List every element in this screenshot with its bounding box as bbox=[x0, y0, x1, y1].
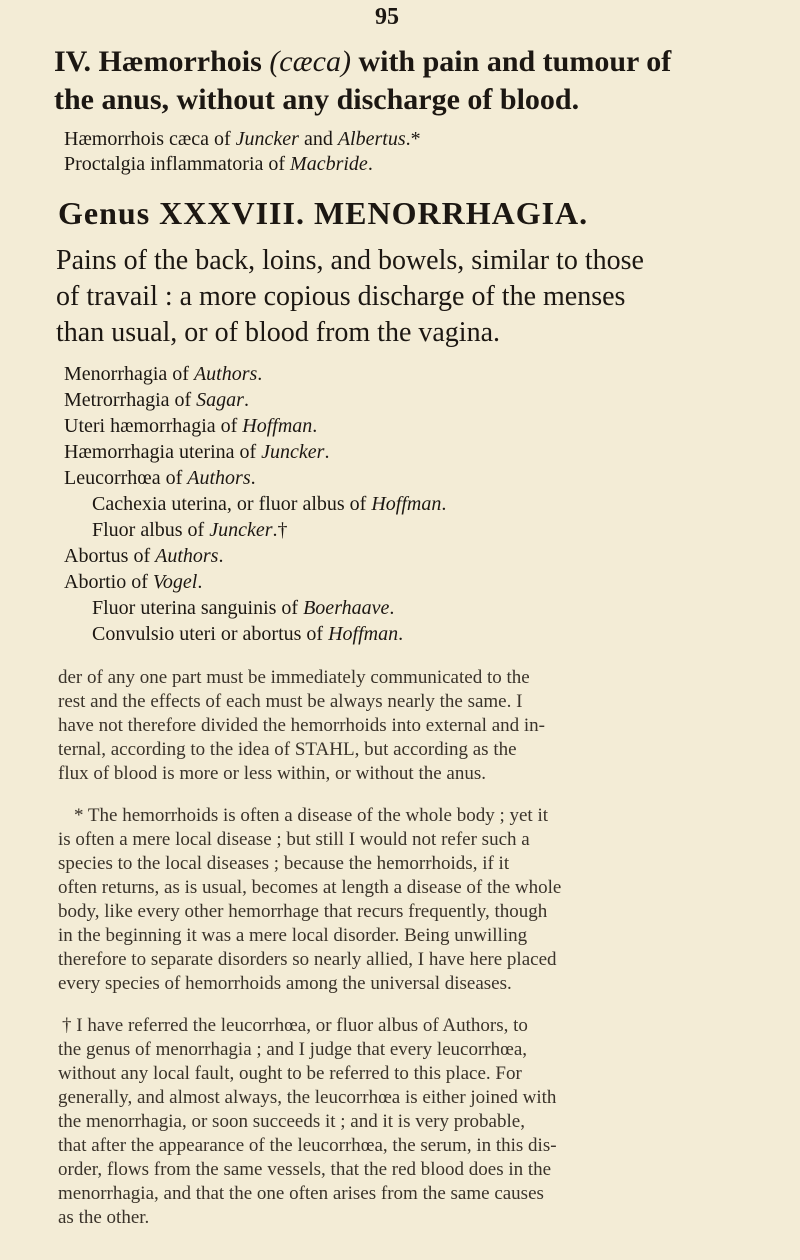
order-text-a: with pain and tumour of bbox=[358, 45, 672, 78]
note-continued-line: rest and the effects of each must be always nearly the same. I bbox=[58, 691, 523, 712]
footnote-dagger-line: without any local fault, ought to be referred to this place. For bbox=[58, 1063, 522, 1084]
genus-description-line: Pains of the back, loins, and bowels, similar to those bbox=[56, 245, 644, 276]
note-continued-line: der of any one part must be immediately communicated to the bbox=[58, 667, 530, 688]
footnote-dagger-line: the menorrhagia, or soon succeeds it ; and it is very probable, bbox=[58, 1111, 525, 1132]
order-variety: (cæca) bbox=[269, 45, 351, 78]
footnote-star-line: in the beginning it was a mere local disorder. Being unwilling bbox=[58, 925, 528, 946]
order-name: Hæmorrhois bbox=[98, 45, 262, 78]
genus-synonym: Convulsio uteri or abortus of Hoffman. bbox=[92, 623, 404, 645]
genus-description-line: of travail : a more copious discharge of the menses bbox=[56, 281, 626, 312]
order-synonym: Hæmorrhois cæca of Juncker and Albertus.* bbox=[64, 128, 421, 150]
footnote-dagger-line: order, flows from the same vessels, that the red blood does in the bbox=[58, 1159, 552, 1180]
footnote-star-line: often returns, as is usual, becomes at length a disease of the whole bbox=[58, 877, 562, 898]
genus-synonym: Fluor albus of Juncker.† bbox=[92, 519, 288, 541]
genus-synonym: Hæmorrhagia uterina of Juncker. bbox=[64, 441, 330, 463]
footnote-star-line: * The hemorrhoids is often a disease of the whole body ; yet it bbox=[74, 805, 549, 826]
genus-synonym: Menorrhagia of Authors. bbox=[64, 363, 263, 385]
footnote-star-line: every species of hemorrhoids among the universal diseases. bbox=[58, 973, 512, 994]
order-heading-line-1 bbox=[54, 45, 671, 79]
order-synonym: Proctalgia inflammatoria of Macbride. bbox=[64, 153, 373, 175]
footnote-star-line: species to the local diseases ; because the hemorrhoids, if it bbox=[58, 853, 510, 874]
footnote-dagger-line: generally, and almost always, the leucorrhœa is either joined with bbox=[58, 1087, 557, 1108]
footnote-dagger-line: as the other. bbox=[58, 1207, 150, 1228]
footnote-dagger-line: † I have referred the leucorrhœa, or fluor albus of Authors, to bbox=[62, 1015, 528, 1036]
footnote-star-line: therefore to separate disorders so nearly allied, I have here placed bbox=[58, 949, 557, 970]
page-number: 95 bbox=[375, 4, 399, 30]
genus-heading: Genus XXXVIII. MENORRHAGIA. bbox=[58, 195, 589, 231]
note-continued-line: ternal, according to the idea of STAHL, but according as the bbox=[58, 739, 517, 760]
note-continued-line: have not therefore divided the hemorrhoids into external and in- bbox=[58, 715, 545, 736]
genus-description-line: than usual, or of blood from the vagina. bbox=[56, 317, 501, 348]
genus-synonym: Leucorrhœa of Authors. bbox=[64, 467, 256, 489]
genus-synonym: Uteri hæmorrhagia of Hoffman. bbox=[64, 415, 318, 437]
note-continued-line: flux of blood is more or less within, or without the anus. bbox=[58, 763, 486, 784]
genus-synonym: Fluor uterina sanguinis of Boerhaave. bbox=[92, 597, 395, 619]
footnote-dagger-line: the genus of menorrhagia ; and I judge that every leucorrhœa, bbox=[58, 1039, 528, 1060]
genus-synonym: Abortus of Authors. bbox=[64, 545, 224, 567]
genus-synonym: Metrorrhagia of Sagar. bbox=[64, 389, 249, 411]
order-heading-line-2: the anus, without any discharge of blood. bbox=[54, 83, 580, 116]
footnote-star-line: body, like every other hemorrhage that recurs frequently, though bbox=[58, 901, 548, 922]
order-numeral: IV. bbox=[54, 45, 91, 78]
footnote-star-line: is often a mere local disease ; but still I would not refer such a bbox=[58, 829, 530, 850]
footnote-dagger-line: that after the appearance of the leucorrhœa, the serum, in this dis- bbox=[58, 1135, 557, 1156]
genus-synonym: Cachexia uterina, or fluor albus of Hoffman. bbox=[92, 493, 447, 515]
genus-synonym: Abortio of Vogel. bbox=[64, 571, 203, 593]
footnote-dagger-line: menorrhagia, and that the one often arises from the same causes bbox=[58, 1183, 544, 1204]
